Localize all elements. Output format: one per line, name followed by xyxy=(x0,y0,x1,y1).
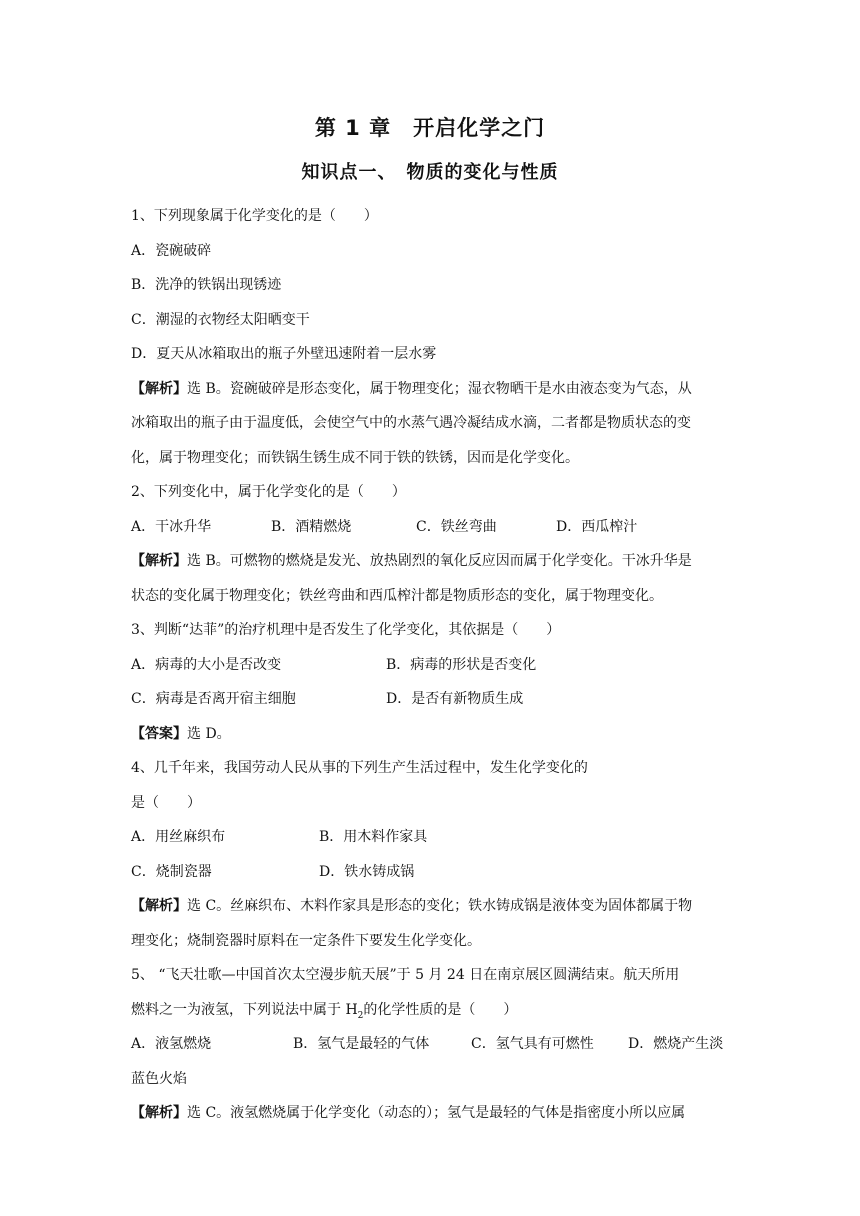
q5-option-d: D．燃烧产生淡 xyxy=(628,1036,724,1052)
q2-option-c: C．铁丝弯曲 xyxy=(416,518,497,535)
q4-options-row-1 xyxy=(131,820,736,855)
q5-option-d-continued: 蓝色火焰 xyxy=(131,1070,187,1087)
q5-stem-line-1: 5、 “飞天壮歌—中国首次太空漫步航天展”于 5 月 24 日在南京展区圆满结束。航天所用 xyxy=(131,967,680,983)
section-title: 知识点一、 物质的变化与性质 xyxy=(301,162,559,183)
q3-option-b: B．病毒的形状是否变化 xyxy=(386,656,537,673)
analysis-text: 选 B。瓷碗破碎是形态变化，属于物理变化；湿衣物晒干是水由液态变为气态，从 xyxy=(187,380,692,397)
q4-option-a: A．用丝麻织布 xyxy=(131,829,226,845)
q3-option-a: A．病毒的大小是否改变 xyxy=(131,656,282,673)
q5-analysis-line-1 xyxy=(131,1096,736,1131)
q1-option-b: B．洗净的铁锅出现锈迹 xyxy=(131,277,282,293)
q1-analysis-line-2: 冰箱取出的瓶子由于温度低，会使空气中的水蒸气遇冷凝结成水滴，二者都是物质状态的变 xyxy=(131,415,691,431)
q3-options-row-1 xyxy=(131,648,736,683)
analysis-text: 选 B。可燃物的燃烧是发光、放热剧烈的氧化反应因而属于化学变化。干冰升华是 xyxy=(187,553,692,569)
q1-option-a: A．瓷碗破碎 xyxy=(131,242,212,259)
q4-option-d: D．铁水铸成锅 xyxy=(319,863,415,880)
q3-option-c: C．病毒是否离开宿主细胞 xyxy=(131,691,296,707)
q2-analysis-line-2: 状态的变化属于物理变化；铁丝弯曲和西瓜榨汁都是物质形态的变化，属于物理变化。 xyxy=(131,587,663,604)
q5-option-b: B．氢气是最轻的气体 xyxy=(293,1036,430,1052)
q4-options-row-2 xyxy=(131,855,736,890)
chapter-title: 第 1 章 开启化学之门 xyxy=(314,116,546,140)
q4-stem-line-2: 是（ ） xyxy=(131,794,201,811)
analysis-tag: 【解析】 xyxy=(131,553,187,569)
answer-tag: 【答案】 xyxy=(131,725,187,742)
q3-options-row-2 xyxy=(131,682,736,717)
q4-option-b: B．用木料作家具 xyxy=(319,829,428,845)
q4-analysis-line-2: 理变化；烧制瓷器时原料在一定条件下要发生化学变化。 xyxy=(131,932,481,949)
q5-stem-post: 的化学性质的是（ ） xyxy=(363,1001,518,1018)
question-content xyxy=(131,199,736,1131)
q5-options xyxy=(131,1027,736,1062)
q2-options xyxy=(131,510,736,545)
q1-option-c: C．潮湿的衣物经太阳晒变干 xyxy=(131,311,310,328)
q2-analysis-line-1 xyxy=(131,544,736,579)
q1-analysis-line-1 xyxy=(131,372,736,407)
q2-option-a: A．干冰升华 xyxy=(131,518,212,535)
q3-answer xyxy=(131,717,736,752)
q4-analysis-line-1 xyxy=(131,889,736,924)
analysis-tag: 【解析】 xyxy=(131,1105,187,1121)
analysis-tag: 【解析】 xyxy=(131,898,187,914)
answer-text: 选 D。 xyxy=(187,725,231,742)
q2-stem: 2、下列变化中，属于化学变化的是（ ） xyxy=(131,484,406,500)
q2-option-b: B．酒精燃烧 xyxy=(271,518,352,535)
q5-option-a: A．液氢燃烧 xyxy=(131,1036,212,1052)
analysis-tag: 【解析】 xyxy=(131,380,187,397)
q1-analysis-line-3: 化，属于物理变化；而铁锅生锈生成不同于铁的铁锈，因而是化学变化。 xyxy=(131,449,579,466)
q3-option-d: D．是否有新物质生成 xyxy=(386,691,524,707)
q5-stem-line-2 xyxy=(131,993,736,1028)
q5-subscript: 2 xyxy=(357,1010,364,1021)
q1-stem: 1、下列现象属于化学变化的是（ ） xyxy=(131,208,378,224)
analysis-text: 选 C。液氢燃烧属于化学变化（动态的）；氢气是最轻的气体是指密度小所以应属 xyxy=(187,1105,686,1121)
q2-option-d: D．西瓜榨汁 xyxy=(556,518,638,535)
q4-stem-line-1: 4、几千年来，我国劳动人民从事的下列生产生活过程中，发生化学变化的 xyxy=(131,760,588,776)
q5-option-c: C．氢气具有可燃性 xyxy=(471,1036,594,1052)
q1-option-d: D．夏天从冰箱取出的瓶子外壁迅速附着一层水雾 xyxy=(131,346,437,362)
q5-stem-pre: 燃料之一为液氢，下列说法中属于 H xyxy=(131,1001,358,1018)
analysis-text: 选 C。丝麻织布、木料作家具是形态的变化；铁水铸成锅是液体变为固体都属于物 xyxy=(187,898,693,914)
q3-stem: 3、判断“达菲”的治疗机理中是否发生了化学变化，其依据是（ ） xyxy=(131,622,561,638)
q4-option-c: C．烧制瓷器 xyxy=(131,863,212,880)
